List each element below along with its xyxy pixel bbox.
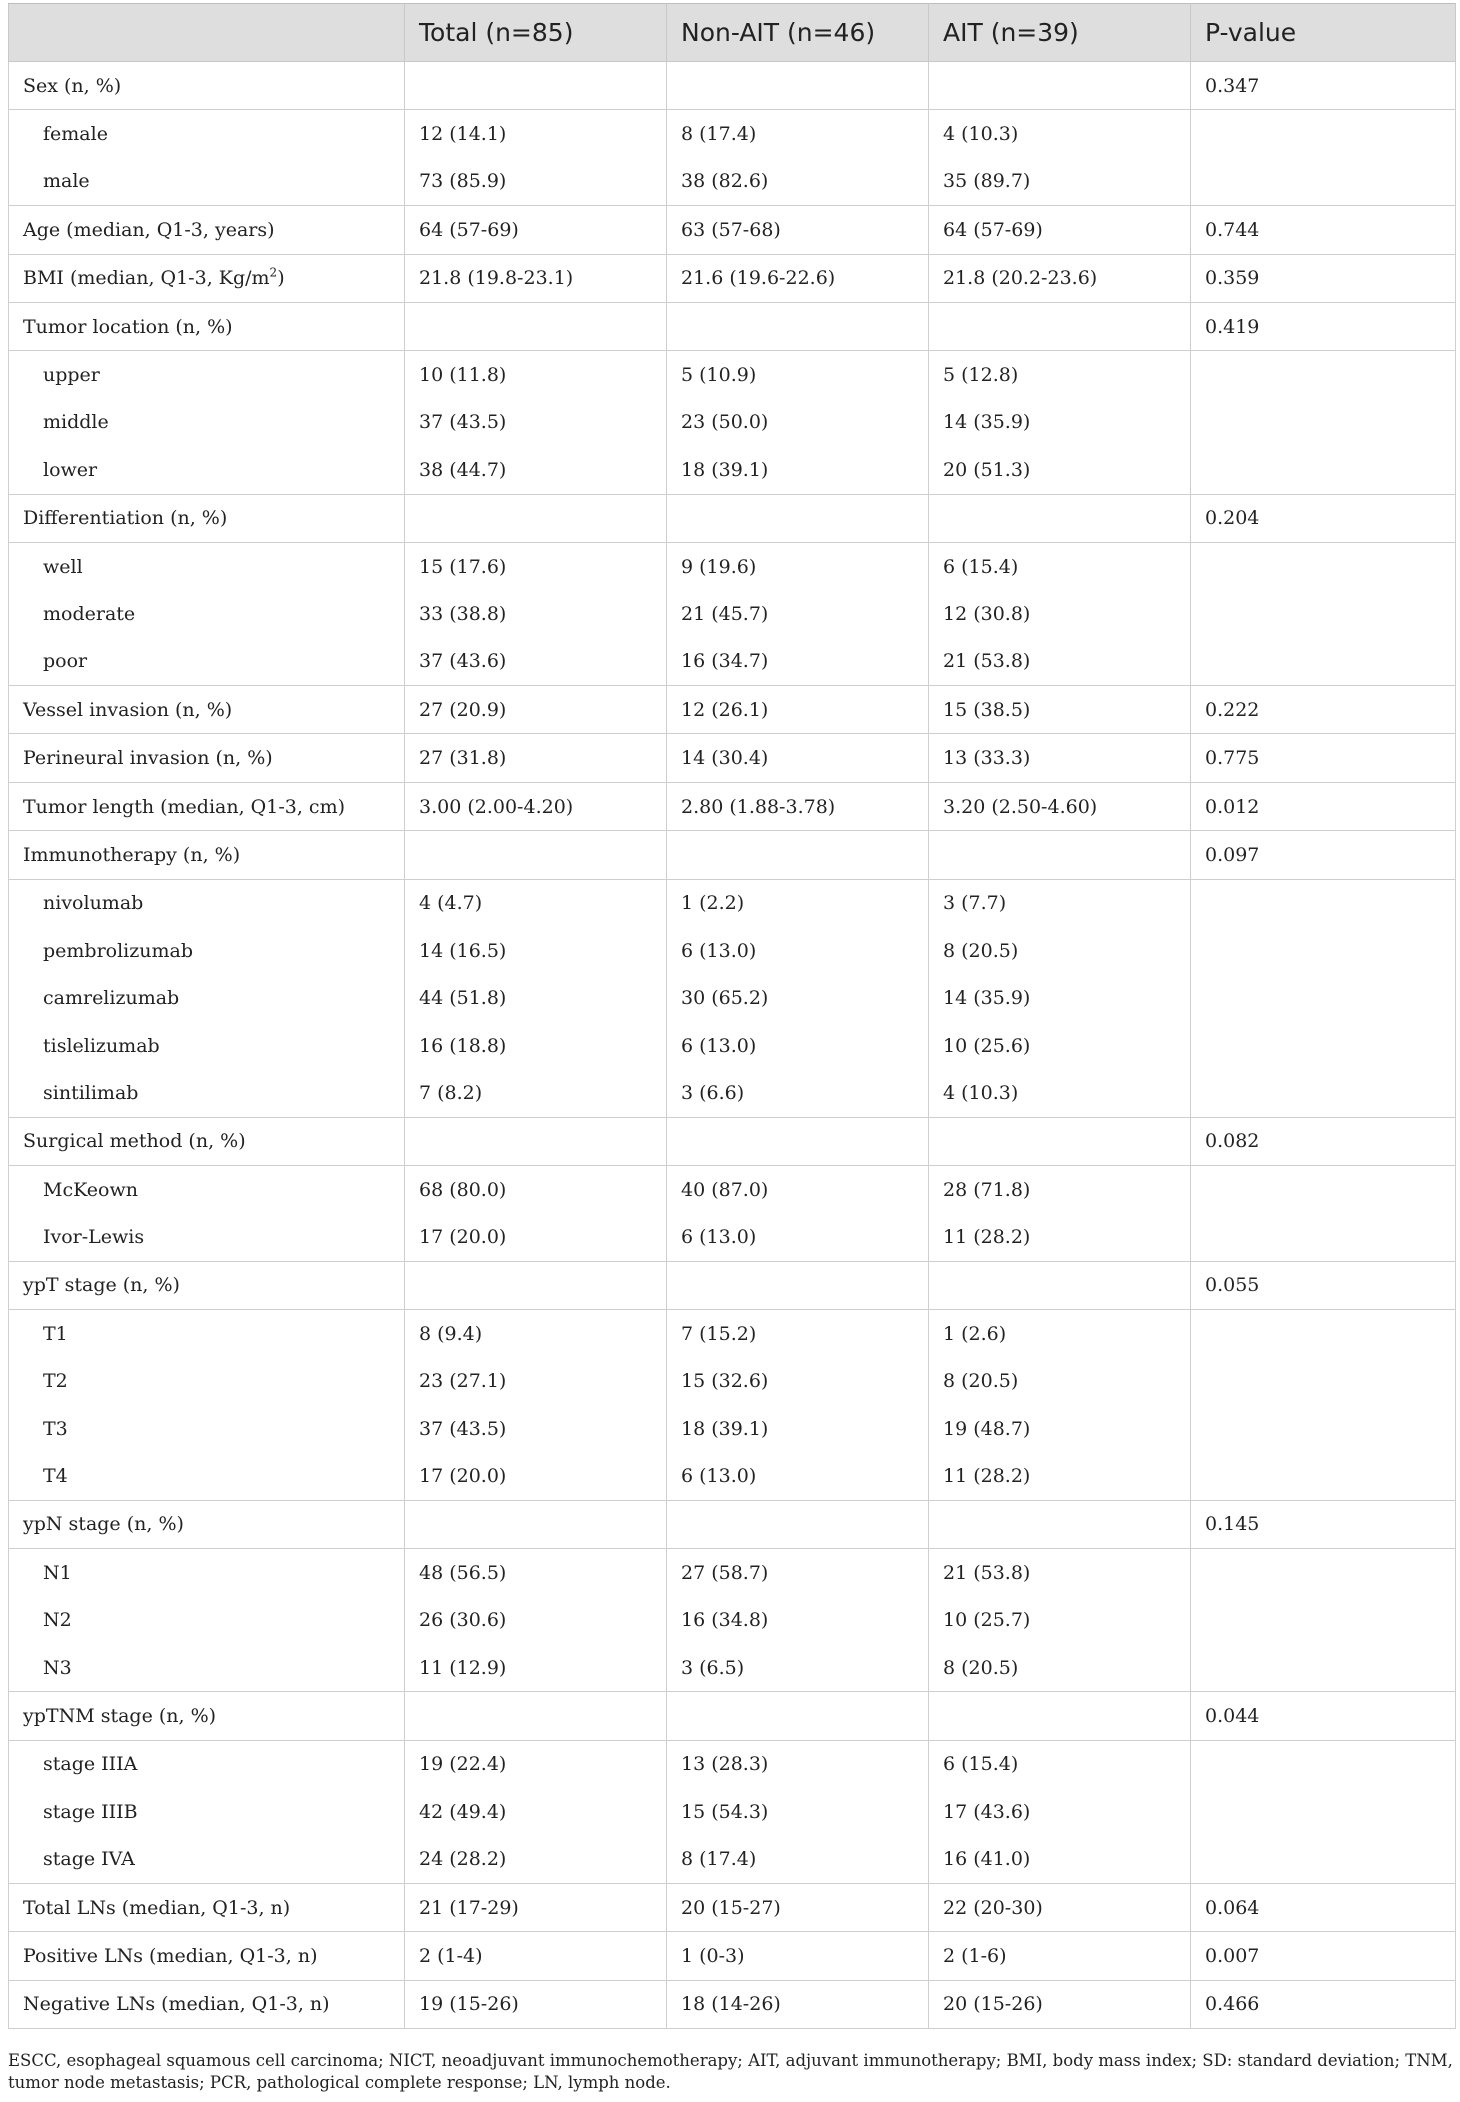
table-row — [9, 686, 1456, 734]
cell-p-value — [1191, 1549, 1456, 1597]
cell-non-ait: 13 (28.3) — [667, 1740, 929, 1788]
cell-p-value: 0.044 — [1191, 1692, 1456, 1740]
cell-total: 12 (14.1) — [405, 110, 667, 158]
row-label-text: Ivor-Lewis — [43, 1226, 145, 1249]
cell-ait: 1 (2.6) — [929, 1310, 1191, 1358]
cell-p-value: 0.466 — [1191, 1980, 1456, 2028]
row-label — [9, 1213, 405, 1261]
cell-ait: 6 (15.4) — [929, 1740, 1191, 1788]
table-row — [9, 1213, 1456, 1261]
header-non-ait: Non-AIT (n=46) — [667, 4, 929, 62]
cell-ait — [929, 302, 1191, 350]
row-label — [9, 399, 405, 446]
header-ait: AIT (n=39) — [929, 4, 1191, 62]
cell-total: 27 (31.8) — [405, 734, 667, 782]
row-label — [9, 158, 405, 206]
row-label-text: Negative LNs (median, Q1-3, n) — [23, 1993, 330, 2016]
row-label-text: Perineural invasion (n, %) — [23, 747, 273, 770]
table-row — [9, 351, 1456, 399]
cell-p-value — [1191, 542, 1456, 590]
cell-non-ait: 18 (14-26) — [667, 1980, 929, 2028]
cell-non-ait: 6 (13.0) — [667, 1452, 929, 1500]
superscript: 2 — [269, 265, 278, 280]
cell-non-ait: 16 (34.7) — [667, 638, 929, 686]
cell-non-ait — [667, 62, 929, 110]
cell-total: 23 (27.1) — [405, 1358, 667, 1405]
table-row — [9, 1500, 1456, 1548]
table-row — [9, 974, 1456, 1021]
cell-non-ait: 6 (13.0) — [667, 927, 929, 974]
cell-ait: 4 (10.3) — [929, 110, 1191, 158]
row-label-text: Immunotherapy (n, %) — [23, 843, 241, 866]
cell-ait: 20 (51.3) — [929, 446, 1191, 494]
table-row — [9, 110, 1456, 158]
cell-total — [405, 1692, 667, 1740]
cell-non-ait: 5 (10.9) — [667, 351, 929, 399]
table-row — [9, 1452, 1456, 1500]
table-row — [9, 1980, 1456, 2028]
cell-p-value: 0.204 — [1191, 494, 1456, 542]
cell-non-ait: 6 (13.0) — [667, 1213, 929, 1261]
cell-ait: 5 (12.8) — [929, 351, 1191, 399]
row-label — [9, 1692, 405, 1740]
cell-p-value — [1191, 158, 1456, 206]
cell-ait: 28 (71.8) — [929, 1165, 1191, 1213]
row-label-text: stage IVA — [43, 1848, 135, 1871]
cell-ait: 17 (43.6) — [929, 1788, 1191, 1835]
cell-total: 19 (22.4) — [405, 1740, 667, 1788]
cell-non-ait: 8 (17.4) — [667, 1835, 929, 1883]
cell-p-value — [1191, 1644, 1456, 1692]
row-label-text: male — [43, 170, 90, 193]
row-label-text: T1 — [43, 1322, 68, 1345]
row-label — [9, 1644, 405, 1692]
cell-non-ait: 18 (39.1) — [667, 1405, 929, 1452]
row-label-text: ypTNM stage (n, %) — [23, 1704, 217, 1727]
cell-p-value: 0.007 — [1191, 1932, 1456, 1980]
cell-non-ait: 7 (15.2) — [667, 1310, 929, 1358]
table-row — [9, 590, 1456, 637]
cell-p-value: 0.064 — [1191, 1883, 1456, 1931]
cell-total: 21.8 (19.8-23.1) — [405, 254, 667, 302]
row-label — [9, 494, 405, 542]
cell-non-ait: 15 (54.3) — [667, 1788, 929, 1835]
cell-non-ait: 21.6 (19.6-22.6) — [667, 254, 929, 302]
row-label-text: poor — [43, 650, 88, 673]
cell-p-value — [1191, 1597, 1456, 1644]
row-label-text: Age (median, Q1-3, years) — [23, 218, 275, 241]
cell-ait: 4 (10.3) — [929, 1069, 1191, 1117]
cell-total: 15 (17.6) — [405, 542, 667, 590]
table-row — [9, 1932, 1456, 1980]
row-label — [9, 1980, 405, 2028]
row-label-text: female — [43, 123, 108, 146]
cell-non-ait: 14 (30.4) — [667, 734, 929, 782]
row-label — [9, 351, 405, 399]
row-label-text: ypT stage (n, %) — [23, 1274, 180, 1297]
cell-total: 38 (44.7) — [405, 446, 667, 494]
cell-non-ait — [667, 1692, 929, 1740]
table-row — [9, 638, 1456, 686]
table-row — [9, 1597, 1456, 1644]
row-label-text: Positive LNs (median, Q1-3, n) — [23, 1944, 318, 1967]
row-label — [9, 831, 405, 879]
row-label-text: T4 — [43, 1465, 68, 1488]
cell-p-value — [1191, 590, 1456, 637]
row-label — [9, 1358, 405, 1405]
row-label-text: lower — [43, 458, 98, 481]
row-label — [9, 974, 405, 1021]
cell-non-ait: 27 (58.7) — [667, 1549, 929, 1597]
cell-ait: 13 (33.3) — [929, 734, 1191, 782]
row-label — [9, 1261, 405, 1309]
row-label — [9, 879, 405, 927]
table-row — [9, 831, 1456, 879]
row-label-text: sintilimab — [43, 1081, 139, 1104]
table-row — [9, 446, 1456, 494]
row-label-text: pembrolizumab — [43, 939, 194, 962]
row-label — [9, 62, 405, 110]
cell-total: 37 (43.6) — [405, 638, 667, 686]
cell-ait: 11 (28.2) — [929, 1452, 1191, 1500]
cell-ait: 15 (38.5) — [929, 686, 1191, 734]
cell-p-value — [1191, 1452, 1456, 1500]
cell-ait: 64 (57-69) — [929, 206, 1191, 254]
cell-total: 4 (4.7) — [405, 879, 667, 927]
row-label — [9, 1405, 405, 1452]
table-row — [9, 1835, 1456, 1883]
cell-ait: 3.20 (2.50-4.60) — [929, 782, 1191, 830]
cell-p-value — [1191, 110, 1456, 158]
cell-non-ait — [667, 1261, 929, 1309]
cell-non-ait — [667, 302, 929, 350]
row-label-text: tislelizumab — [43, 1034, 160, 1057]
cell-p-value — [1191, 974, 1456, 1021]
cell-ait — [929, 1117, 1191, 1165]
cell-total: 7 (8.2) — [405, 1069, 667, 1117]
cell-ait: 11 (28.2) — [929, 1213, 1191, 1261]
cell-p-value — [1191, 1405, 1456, 1452]
cell-p-value — [1191, 1069, 1456, 1117]
cell-non-ait — [667, 494, 929, 542]
cell-p-value: 0.744 — [1191, 206, 1456, 254]
cell-non-ait: 3 (6.5) — [667, 1644, 929, 1692]
cell-ait — [929, 1692, 1191, 1740]
cell-total: 10 (11.8) — [405, 351, 667, 399]
cell-p-value: 0.347 — [1191, 62, 1456, 110]
cell-total: 37 (43.5) — [405, 1405, 667, 1452]
row-label — [9, 1310, 405, 1358]
cell-ait: 14 (35.9) — [929, 974, 1191, 1021]
cell-p-value — [1191, 1358, 1456, 1405]
table-row — [9, 206, 1456, 254]
row-label-text: stage IIIB — [43, 1800, 138, 1823]
table-row — [9, 1022, 1456, 1069]
cell-total: 27 (20.9) — [405, 686, 667, 734]
cell-total: 37 (43.5) — [405, 399, 667, 446]
cell-total: 26 (30.6) — [405, 1597, 667, 1644]
cell-ait: 8 (20.5) — [929, 1358, 1191, 1405]
cell-p-value — [1191, 446, 1456, 494]
row-label — [9, 206, 405, 254]
row-label — [9, 734, 405, 782]
cell-total: 44 (51.8) — [405, 974, 667, 1021]
cell-ait: 12 (30.8) — [929, 590, 1191, 637]
cell-ait: 16 (41.0) — [929, 1835, 1191, 1883]
table-row — [9, 1549, 1456, 1597]
row-label-text: stage IIIA — [43, 1753, 138, 1776]
cell-total — [405, 302, 667, 350]
row-label-text: Differentiation (n, %) — [23, 507, 228, 530]
table-row — [9, 399, 1456, 446]
row-label — [9, 1549, 405, 1597]
cell-ait — [929, 494, 1191, 542]
table-row — [9, 1883, 1456, 1931]
cell-non-ait: 2.80 (1.88-3.78) — [667, 782, 929, 830]
cell-non-ait — [667, 1500, 929, 1548]
table-row — [9, 254, 1456, 302]
cell-non-ait — [667, 1117, 929, 1165]
cell-p-value — [1191, 1022, 1456, 1069]
cell-total — [405, 1261, 667, 1309]
row-label-text: Surgical method (n, %) — [23, 1130, 246, 1153]
cell-ait: 6 (15.4) — [929, 542, 1191, 590]
row-label-text: upper — [43, 364, 100, 387]
table-row — [9, 927, 1456, 974]
table-body — [9, 62, 1456, 2029]
cell-ait: 10 (25.6) — [929, 1022, 1191, 1069]
cell-total — [405, 62, 667, 110]
cell-ait: 21 (53.8) — [929, 638, 1191, 686]
table-row — [9, 1069, 1456, 1117]
cell-p-value: 0.359 — [1191, 254, 1456, 302]
table-row — [9, 1644, 1456, 1692]
cell-total: 8 (9.4) — [405, 1310, 667, 1358]
table-row — [9, 1405, 1456, 1452]
cell-total — [405, 831, 667, 879]
cell-p-value — [1191, 1165, 1456, 1213]
row-label-text: Tumor length (median, Q1-3, cm) — [23, 795, 345, 818]
cell-ait: 35 (89.7) — [929, 158, 1191, 206]
cell-total: 14 (16.5) — [405, 927, 667, 974]
cell-p-value — [1191, 638, 1456, 686]
table-row — [9, 1117, 1456, 1165]
characteristics-table-container — [8, 3, 1455, 2029]
row-label — [9, 1597, 405, 1644]
cell-ait: 8 (20.5) — [929, 927, 1191, 974]
row-label — [9, 1452, 405, 1500]
row-label — [9, 782, 405, 830]
cell-total: 33 (38.8) — [405, 590, 667, 637]
row-label — [9, 1883, 405, 1931]
cell-total: 17 (20.0) — [405, 1213, 667, 1261]
cell-p-value — [1191, 1310, 1456, 1358]
cell-total: 3.00 (2.00-4.20) — [405, 782, 667, 830]
cell-total — [405, 494, 667, 542]
cell-total: 42 (49.4) — [405, 1788, 667, 1835]
cell-total: 17 (20.0) — [405, 1452, 667, 1500]
cell-ait: 3 (7.7) — [929, 879, 1191, 927]
cell-total — [405, 1500, 667, 1548]
row-label-text: N2 — [43, 1609, 72, 1632]
cell-non-ait: 1 (2.2) — [667, 879, 929, 927]
cell-ait: 10 (25.7) — [929, 1597, 1191, 1644]
cell-ait — [929, 831, 1191, 879]
row-label — [9, 542, 405, 590]
row-label-text: Vessel invasion (n, %) — [23, 698, 233, 721]
cell-non-ait — [667, 831, 929, 879]
row-label-text: ypN stage (n, %) — [23, 1513, 184, 1536]
cell-total: 16 (18.8) — [405, 1022, 667, 1069]
row-label — [9, 638, 405, 686]
cell-ait — [929, 1500, 1191, 1548]
cell-ait: 14 (35.9) — [929, 399, 1191, 446]
cell-ait — [929, 62, 1191, 110]
cell-non-ait: 30 (65.2) — [667, 974, 929, 1021]
cell-p-value — [1191, 1788, 1456, 1835]
table-row — [9, 1358, 1456, 1405]
table-row — [9, 879, 1456, 927]
row-label-text: moderate — [43, 602, 136, 625]
cell-non-ait: 21 (45.7) — [667, 590, 929, 637]
table-row — [9, 62, 1456, 110]
characteristics-table — [8, 3, 1456, 2029]
row-label-text: nivolumab — [43, 892, 144, 915]
cell-total: 48 (56.5) — [405, 1549, 667, 1597]
row-label — [9, 446, 405, 494]
row-label — [9, 590, 405, 637]
cell-non-ait: 16 (34.8) — [667, 1597, 929, 1644]
cell-ait: 21.8 (20.2-23.6) — [929, 254, 1191, 302]
row-label — [9, 686, 405, 734]
table-footnote: ESCC, esophageal squamous cell carcinoma; NICT, neoadjuvant immunochemotherapy; AIT, adjuvant immunotherapy; BMI, body mass index; SD: standard deviation; TNM, tumor node metastasis; PCR, pathological complete response; LN, lymph node. — [8, 2051, 1453, 2092]
table-row — [9, 734, 1456, 782]
cell-p-value: 0.082 — [1191, 1117, 1456, 1165]
cell-non-ait: 20 (15-27) — [667, 1883, 929, 1931]
cell-total: 19 (15-26) — [405, 1980, 667, 2028]
table-row — [9, 302, 1456, 350]
cell-ait: 8 (20.5) — [929, 1644, 1191, 1692]
row-label — [9, 1165, 405, 1213]
cell-p-value: 0.055 — [1191, 1261, 1456, 1309]
cell-total: 68 (80.0) — [405, 1165, 667, 1213]
cell-p-value: 0.222 — [1191, 686, 1456, 734]
cell-p-value: 0.775 — [1191, 734, 1456, 782]
row-label — [9, 1500, 405, 1548]
cell-total: 21 (17-29) — [405, 1883, 667, 1931]
row-label-text: Sex (n, %) — [23, 74, 122, 97]
cell-p-value — [1191, 1835, 1456, 1883]
row-label-text: N1 — [43, 1561, 72, 1584]
cell-ait — [929, 1261, 1191, 1309]
cell-p-value — [1191, 351, 1456, 399]
row-label-text: Tumor location (n, %) — [23, 315, 233, 338]
row-label-text: BMI (median, Q1-3, Kg/m — [23, 267, 270, 290]
row-label-text: middle — [43, 411, 109, 434]
row-label — [9, 110, 405, 158]
table-row — [9, 494, 1456, 542]
table-row — [9, 542, 1456, 590]
cell-non-ait: 23 (50.0) — [667, 399, 929, 446]
row-label — [9, 254, 405, 302]
row-label-text: T2 — [43, 1370, 68, 1393]
row-label — [9, 1788, 405, 1835]
row-label — [9, 927, 405, 974]
row-label — [9, 1740, 405, 1788]
cell-total: 11 (12.9) — [405, 1644, 667, 1692]
header-total: Total (n=85) — [405, 4, 667, 62]
table-row — [9, 1692, 1456, 1740]
cell-non-ait: 3 (6.6) — [667, 1069, 929, 1117]
cell-total: 2 (1-4) — [405, 1932, 667, 1980]
table-row — [9, 1310, 1456, 1358]
table-row — [9, 1165, 1456, 1213]
table-row — [9, 158, 1456, 206]
row-label — [9, 1117, 405, 1165]
row-label — [9, 1069, 405, 1117]
cell-p-value — [1191, 1213, 1456, 1261]
cell-p-value — [1191, 879, 1456, 927]
row-label — [9, 1022, 405, 1069]
cell-p-value: 0.419 — [1191, 302, 1456, 350]
cell-p-value — [1191, 1740, 1456, 1788]
cell-p-value: 0.145 — [1191, 1500, 1456, 1548]
cell-ait: 21 (53.8) — [929, 1549, 1191, 1597]
cell-non-ait: 38 (82.6) — [667, 158, 929, 206]
cell-p-value: 0.012 — [1191, 782, 1456, 830]
table-row — [9, 1788, 1456, 1835]
row-label-suffix: ) — [277, 267, 285, 290]
row-label-text: well — [43, 555, 83, 578]
cell-total — [405, 1117, 667, 1165]
cell-ait: 20 (15-26) — [929, 1980, 1191, 2028]
cell-non-ait: 1 (0-3) — [667, 1932, 929, 1980]
cell-p-value — [1191, 399, 1456, 446]
row-label — [9, 1932, 405, 1980]
row-label-text: Total LNs (median, Q1-3, n) — [23, 1896, 291, 1919]
cell-non-ait: 15 (32.6) — [667, 1358, 929, 1405]
cell-non-ait: 9 (19.6) — [667, 542, 929, 590]
row-label-text: N3 — [43, 1656, 72, 1679]
cell-ait: 2 (1-6) — [929, 1932, 1191, 1980]
cell-non-ait: 18 (39.1) — [667, 446, 929, 494]
header-p-value: P-value — [1191, 4, 1456, 62]
cell-total: 24 (28.2) — [405, 1835, 667, 1883]
row-label-text: McKeown — [43, 1178, 138, 1201]
row-label-text: T3 — [43, 1417, 68, 1440]
header-variable — [9, 4, 405, 62]
table-row — [9, 1740, 1456, 1788]
cell-total: 73 (85.9) — [405, 158, 667, 206]
cell-non-ait: 63 (57-68) — [667, 206, 929, 254]
table-row — [9, 782, 1456, 830]
cell-total: 64 (57-69) — [405, 206, 667, 254]
cell-ait: 22 (20-30) — [929, 1883, 1191, 1931]
row-label — [9, 302, 405, 350]
table-header-row — [9, 4, 1456, 62]
cell-non-ait: 8 (17.4) — [667, 110, 929, 158]
table-row — [9, 1261, 1456, 1309]
cell-non-ait: 40 (87.0) — [667, 1165, 929, 1213]
cell-p-value — [1191, 927, 1456, 974]
row-label-text: camrelizumab — [43, 987, 180, 1010]
cell-non-ait: 12 (26.1) — [667, 686, 929, 734]
row-label — [9, 1835, 405, 1883]
cell-non-ait: 6 (13.0) — [667, 1022, 929, 1069]
cell-p-value: 0.097 — [1191, 831, 1456, 879]
cell-ait: 19 (48.7) — [929, 1405, 1191, 1452]
